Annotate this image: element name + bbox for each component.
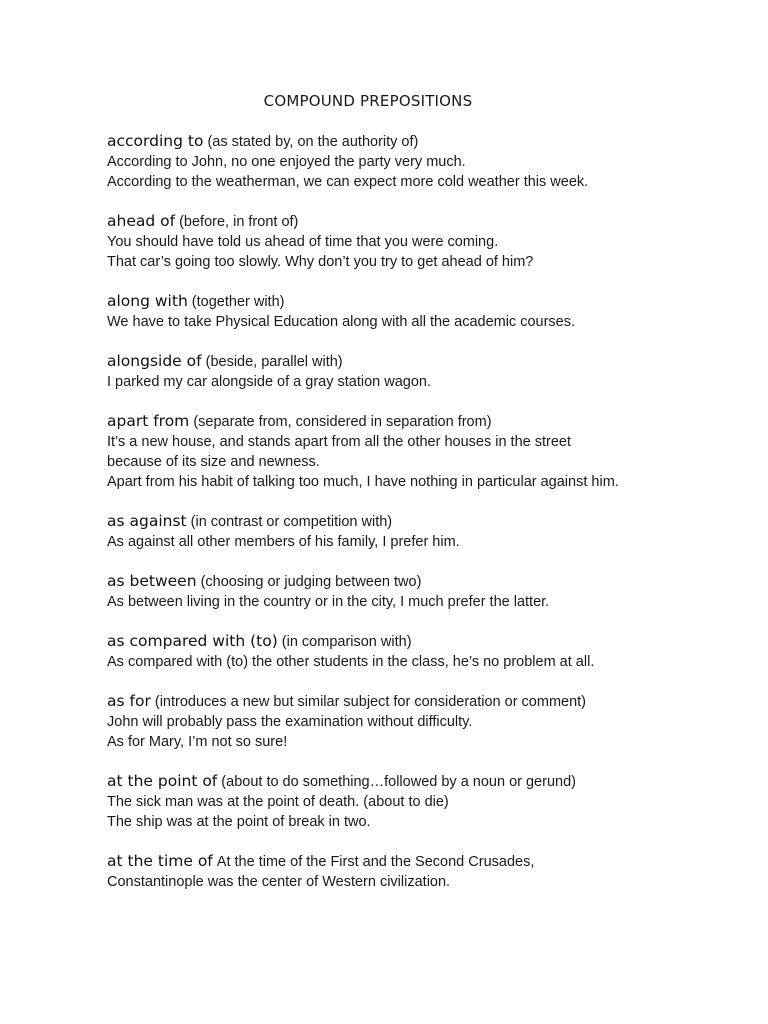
entry (107, 131, 747, 192)
entry (107, 631, 747, 672)
entry-gloss: (beside, parallel with) (205, 354, 343, 370)
example-sentence: As for Mary, I’m not so sure! (107, 734, 288, 750)
entry-term: according to (107, 132, 204, 150)
example-sentence: because of its size and newness. (107, 454, 320, 470)
entry-heading (107, 351, 747, 372)
entry (107, 691, 747, 752)
example-sentence: As against all other members of his family, I prefer him. (107, 534, 460, 550)
entry-heading (107, 511, 747, 532)
entry-term: apart from (107, 412, 190, 430)
entry-term: as for (107, 692, 151, 710)
entry-heading (107, 291, 747, 312)
entry (107, 351, 747, 392)
entry-gloss: (before, in front of) (179, 214, 299, 230)
entry-term: as between (107, 572, 197, 590)
example-sentence: According to the weatherman, we can expect more cold weather this week. (107, 174, 589, 190)
entry-term: alongside of (107, 352, 202, 370)
entry-heading (107, 571, 747, 592)
entry-term: at the point of (107, 772, 218, 790)
entry (107, 411, 747, 492)
entry-term: as against (107, 512, 187, 530)
entry-gloss: (introduces a new but similar subject for consideration or comment) (154, 694, 587, 710)
entry (107, 291, 747, 332)
entry-gloss: (in contrast or competition with) (190, 514, 393, 530)
example-sentence: Apart from his habit of talking too much, I have nothing in particular against him. (107, 474, 619, 490)
example-sentence: You should have told us ahead of time that you were coming. (107, 234, 499, 250)
entry-list (107, 131, 747, 911)
entry (107, 851, 747, 892)
entry-gloss: (separate from, considered in separation from) (193, 414, 492, 430)
entry-gloss: (choosing or judging between two) (200, 574, 422, 590)
entry-gloss: (in comparison with) (281, 634, 412, 650)
entry-term: as compared with (to) (107, 632, 278, 650)
example-sentence: As compared with (to) the other students in the class, he’s no problem at all. (107, 654, 595, 670)
example-sentence: Constantinople was the center of Western civilization. (107, 874, 451, 890)
example-sentence: We have to take Physical Education along with all the academic courses. (107, 314, 576, 330)
example-sentence: John will probably pass the examination without difficulty. (107, 714, 473, 730)
entry-heading (107, 211, 747, 232)
entry (107, 211, 747, 272)
entry-term: ahead of (107, 212, 176, 230)
example-sentence: According to John, no one enjoyed the party very much. (107, 154, 466, 170)
entry-gloss: (together with) (191, 294, 285, 310)
example-sentence: As between living in the country or in the city, I much prefer the latter. (107, 594, 550, 610)
entry-gloss: (as stated by, on the authority of) (207, 134, 419, 150)
example-sentence: I parked my car alongside of a gray station wagon. (107, 374, 432, 390)
entry-term: at the time of (107, 852, 213, 870)
entry-heading (107, 131, 747, 152)
entry-heading (107, 631, 747, 652)
entry (107, 771, 747, 832)
entry (107, 511, 747, 552)
entry-heading (107, 851, 747, 872)
example-sentence: The ship was at the point of break in two. (107, 814, 371, 830)
example-sentence: The sick man was at the point of death. (about to die) (107, 794, 449, 810)
example-sentence: It’s a new house, and stands apart from all the other houses in the street (107, 434, 572, 450)
entry-heading (107, 691, 747, 712)
example-sentence: That car’s going too slowly. Why don’t you try to get ahead of him? (107, 254, 534, 270)
entry (107, 571, 747, 612)
entry-gloss: At the time of the First and the Second Crusades, (216, 854, 535, 870)
entry-gloss: (about to do something…followed by a noun or gerund) (221, 774, 576, 790)
page-title: COMPOUND PREPOSITIONS (263, 92, 473, 110)
entry-term: along with (107, 292, 188, 310)
entry-heading (107, 411, 747, 432)
entry-heading (107, 771, 747, 792)
